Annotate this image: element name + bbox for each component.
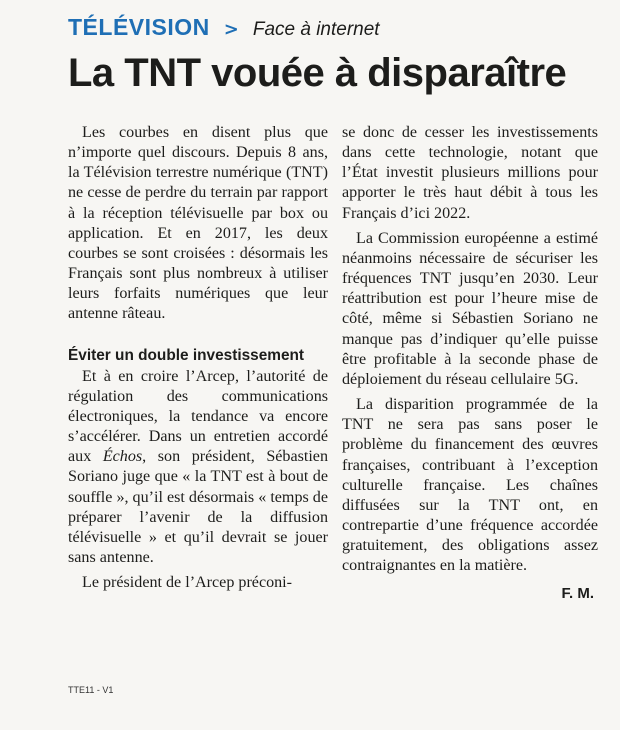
article-column-right — [342, 123, 598, 605]
headline: La TNT vouée à disparaître — [68, 51, 567, 95]
paragraph-commission: La Commission européenne a estimé néanmoins nécessaire de sécuriser les fréquences TNT jusqu’en 2030. Leur réattribution est pour l’heure mise de côté, même si Sébastien Soriano ne manque pas d’indiquer qu’elle puisse être profitable à la seconde phase de déploiement du réseau cellulaire 5G. — [342, 229, 598, 388]
paragraph-intro: Les courbes en disent plus que n’importe quel discours. Depuis 8 ans, la Télévision terrestre numérique (TNT) ne cesse de perdre du terrain par rapport à la réception télévisuelle par box ou application. Et en 2017, les deux courbes se sont croisées : désormais les Français sont plus nombreux à utiliser leurs forfaits numériques que leur antenne râteau. — [68, 124, 328, 323]
paragraph-president-start: Le président de l’Arcep préconi- — [82, 574, 293, 592]
subheading: Éviter un double investissement — [68, 346, 305, 364]
paragraph-arcep-part2: , son président, Sébastien Soriano juge que « la TNT est à bout de souffle », qu’il est désormais « temps de préparer l’avenir de la diffusion télévisuelle » et qu’il devrait se jouer sans antenne. — [68, 448, 328, 566]
paragraph-disparition: La disparition programmée de la TNT ne sera pas sans poser le problème du financement des œuvres françaises, contribuant à l’exception culturelle française. Les chaînes diffusées sur la TNT ont, en contrepartie d’une fréquence accordée gratuitement, des obligations assez contraignantes en la matière. — [342, 396, 598, 575]
echos-title: Échos — [102, 448, 143, 466]
paragraph-arcep — [68, 367, 328, 569]
chevron-right-icon: > — [223, 19, 239, 40]
section-label: TÉLÉVISION — [68, 14, 210, 40]
page-code: TTE11 - V1 — [68, 685, 114, 695]
article-header — [68, 14, 608, 96]
paragraph-president-end: se donc de cesser les investissements dans cette technologie, notant que l’État investit plusieurs millions pour apporter le très haut débit à tous les Français d’ici 2022. — [342, 124, 598, 222]
author-signature: F. M. — [561, 585, 594, 603]
subsection-label: Face à internet — [252, 19, 380, 40]
paragraph-arcep-part1: Et à en croire l’Arcep, l’autorité de régulation des communications électroniques, la tendance va encore s’accélérer. Dans un entretien accordé aux — [68, 367, 328, 466]
article-column-left — [68, 123, 328, 593]
kicker — [68, 14, 608, 44]
